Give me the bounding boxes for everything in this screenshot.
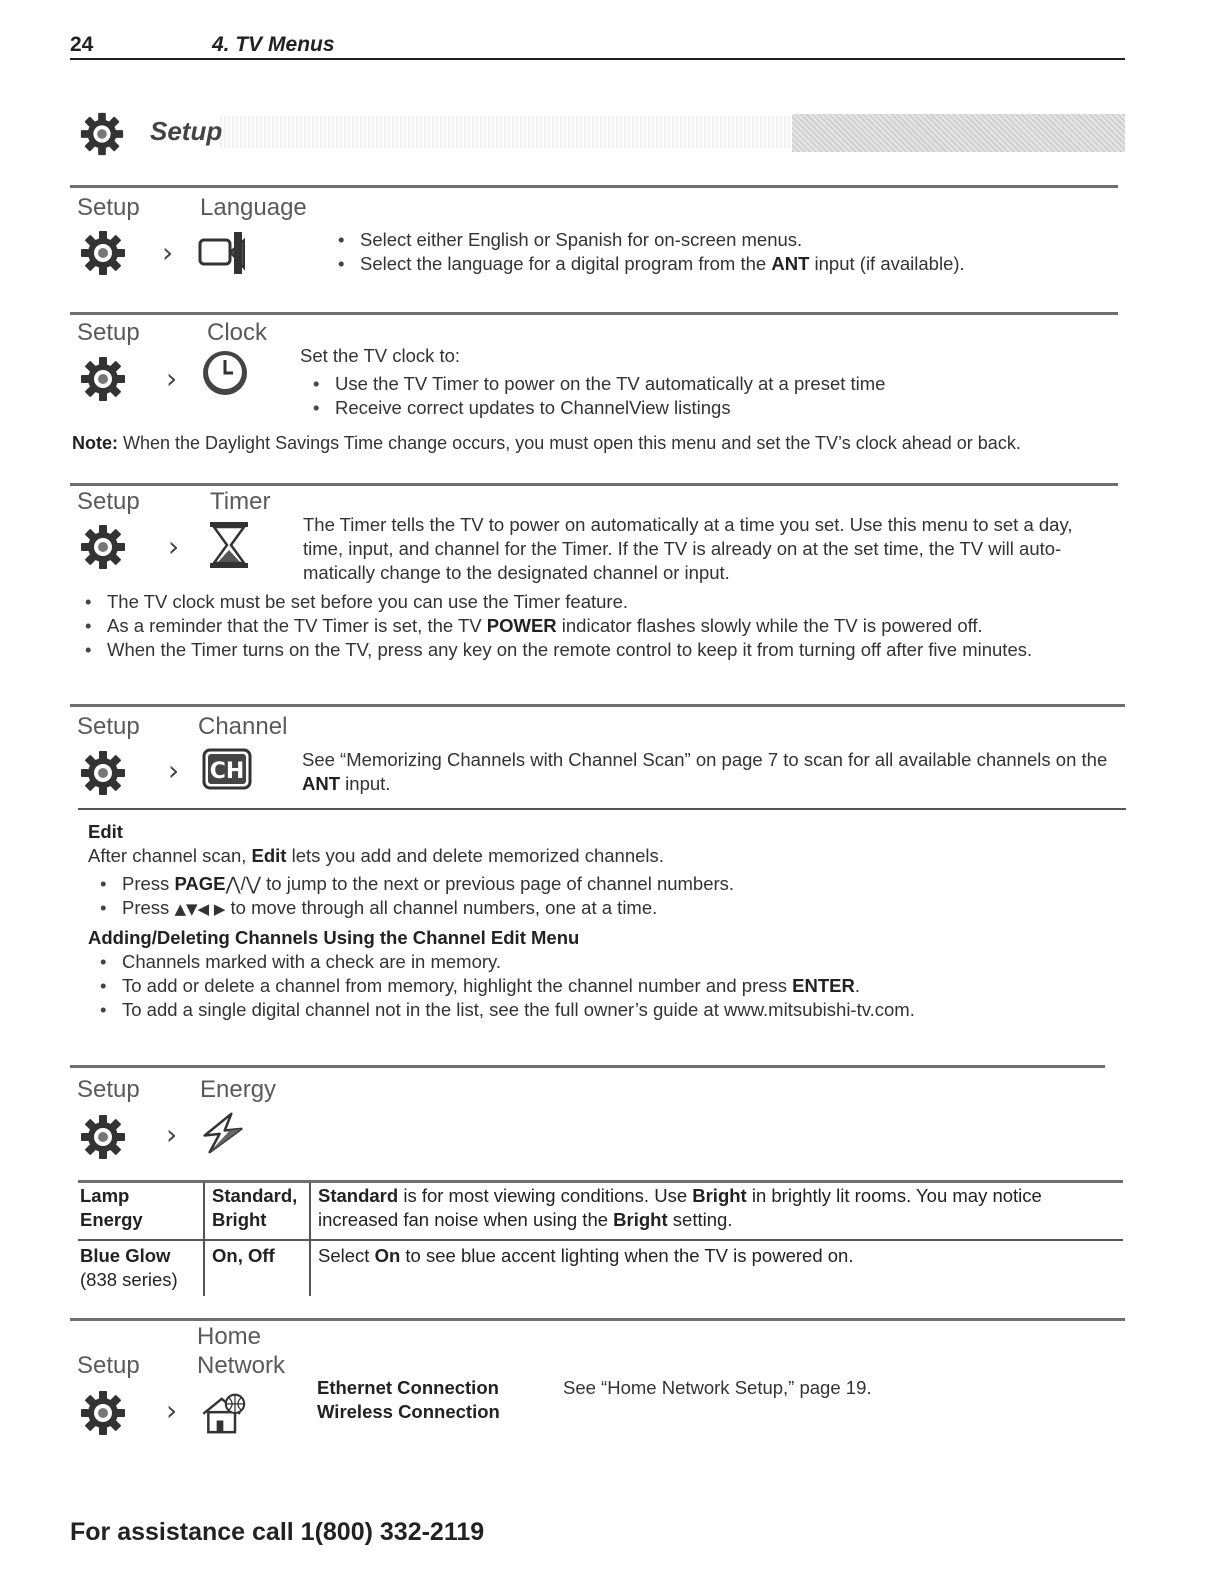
chevron-right-icon: › — [166, 1394, 178, 1427]
table-row-rule — [78, 1239, 1123, 1241]
gear-icon — [78, 748, 128, 798]
banner-stripe — [220, 116, 860, 148]
section-rule — [70, 704, 1125, 707]
network-description: See “Home Network Setup,” page 19. — [563, 1377, 872, 1398]
gear-icon — [78, 522, 128, 572]
list-item: • The TV clock must be set before you can use the Timer feature. — [77, 590, 1142, 614]
adding-bullets — [86, 950, 1116, 1022]
table-row-description: Select On to see blue accent lighting when the TV is powered on. — [318, 1245, 854, 1266]
language-icon — [198, 228, 248, 278]
setup-label: Setup — [77, 194, 140, 221]
list-item: • When the Timer turns on the TV, press any key on the remote control to keep it from turning off after five minutes. — [77, 638, 1142, 662]
channel-description: See “Memorizing Channels with Channel Scan” on page 7 to scan for all available channels on the ANT input. — [302, 749, 1108, 794]
banner-dark-block — [792, 114, 1125, 152]
table-row-description: Standard is for most viewing conditions. Use Bright in brightly lit rooms. You may notice increased fan noise when using the Bright setting. — [318, 1185, 1042, 1230]
network-item-ethernet: Ethernet Connection — [317, 1377, 499, 1398]
gear-icon — [78, 1388, 128, 1438]
hourglass-icon — [204, 520, 254, 570]
edit-text: After channel scan, Edit lets you add and delete memorized channels. — [88, 845, 664, 866]
list-item: • To add a single digital channel not in the list, see the full owner’s guide at www.mitsubishi-tv.com. — [92, 998, 1116, 1022]
chevron-right-icon: › — [166, 362, 178, 395]
section-rule — [70, 185, 1118, 188]
network-items — [317, 1376, 500, 1424]
timer-bullets — [62, 590, 1142, 662]
list-item: • Receive correct updates to ChannelView listings — [305, 396, 1105, 420]
timer-description: The Timer tells the TV to power on automatically at a time you set. Use this menu to set a day, time, input, and channel for the Timer. If the TV is already on at the set time, the TV will auto-matically change to the designated channel or input. — [303, 514, 1073, 583]
banner-title: Setup — [150, 116, 223, 146]
clock-bullets — [305, 372, 1105, 420]
ch-icon — [202, 744, 252, 794]
list-item: • Select either English or Spanish for on-screen menus. — [330, 228, 1110, 252]
table-row-label: Blue Glow (838 series) — [80, 1245, 178, 1290]
edit-bullets — [86, 872, 1116, 921]
adding-deleting-heading: Adding/Deleting Channels Using the Channel Edit Menu — [88, 927, 580, 948]
section-title-home: Home — [197, 1323, 262, 1350]
clock-icon — [200, 348, 250, 398]
clock-note: Note: When the Daylight Savings Time change occurs, you must open this menu and set the TV’s clock ahead or back. — [72, 433, 1021, 453]
gear-icon — [78, 354, 128, 404]
setup-label: Setup — [77, 1352, 140, 1379]
table-row-label: Lamp Energy — [80, 1185, 143, 1230]
edit-heading: Edit — [88, 821, 123, 842]
section-title-timer: Timer — [210, 488, 271, 515]
section-title-channel: Channel — [198, 713, 288, 740]
chapter-title: 4. TV Menus — [212, 33, 335, 56]
gear-icon — [78, 1112, 128, 1162]
language-bullets — [330, 228, 1110, 276]
list-item: • Use the TV Timer to power on the TV automatically at a preset time — [305, 372, 1105, 396]
gear-icon — [78, 110, 126, 158]
chevron-right-icon: › — [168, 754, 180, 787]
setup-label: Setup — [77, 1076, 140, 1103]
setup-label: Setup — [77, 488, 140, 515]
chevron-right-icon: › — [162, 236, 174, 269]
note-label: Note: — [72, 433, 118, 453]
section-title-clock: Clock — [207, 319, 268, 346]
lightning-icon — [198, 1108, 248, 1158]
section-rule — [70, 312, 1118, 315]
list-item: • Select the language for a digital program from the ANT input (if available). — [330, 252, 1110, 276]
gear-icon — [78, 228, 128, 278]
network-item-wireless: Wireless Connection — [317, 1401, 500, 1422]
header-rule — [70, 58, 1125, 60]
section-rule — [70, 483, 1118, 486]
channel-sub-rule — [78, 808, 1126, 810]
setup-banner — [70, 110, 1125, 156]
list-item: • Channels marked with a check are in memory. — [92, 950, 1116, 974]
list-item: • Press PAGE⋀/⋁ to jump to the next or previous page of channel numbers. — [92, 872, 1116, 896]
chevron-right-icon: › — [166, 1118, 178, 1151]
page-number: 24 — [70, 33, 94, 56]
section-title-energy: Energy — [200, 1076, 277, 1103]
table-row-options: On, Off — [212, 1245, 275, 1266]
energy-table-top-rule — [78, 1180, 1123, 1183]
list-item: • Press ▲▼◀ ▶ to move through all channel numbers, one at a time. — [92, 896, 1116, 921]
section-title-network: Network — [197, 1352, 286, 1379]
clock-intro: Set the TV clock to: — [300, 345, 461, 366]
section-rule — [70, 1318, 1125, 1321]
assistance-footer: For assistance call 1(800) 332-2119 — [70, 1518, 485, 1546]
section-title-language: Language — [200, 194, 307, 221]
chevron-right-icon: › — [168, 530, 180, 563]
section-rule — [70, 1065, 1105, 1068]
svg-text:CH: CH — [209, 759, 245, 784]
table-row-options: Standard, Bright — [212, 1185, 298, 1230]
setup-label: Setup — [77, 713, 140, 740]
setup-label: Setup — [77, 319, 140, 346]
home-network-icon — [200, 1388, 250, 1438]
list-item: • To add or delete a channel from memory, highlight the channel number and press ENTER. — [92, 974, 1116, 998]
list-item: • As a reminder that the TV Timer is set, the TV POWER indicator flashes slowly while the TV is powered off. — [77, 614, 1142, 638]
